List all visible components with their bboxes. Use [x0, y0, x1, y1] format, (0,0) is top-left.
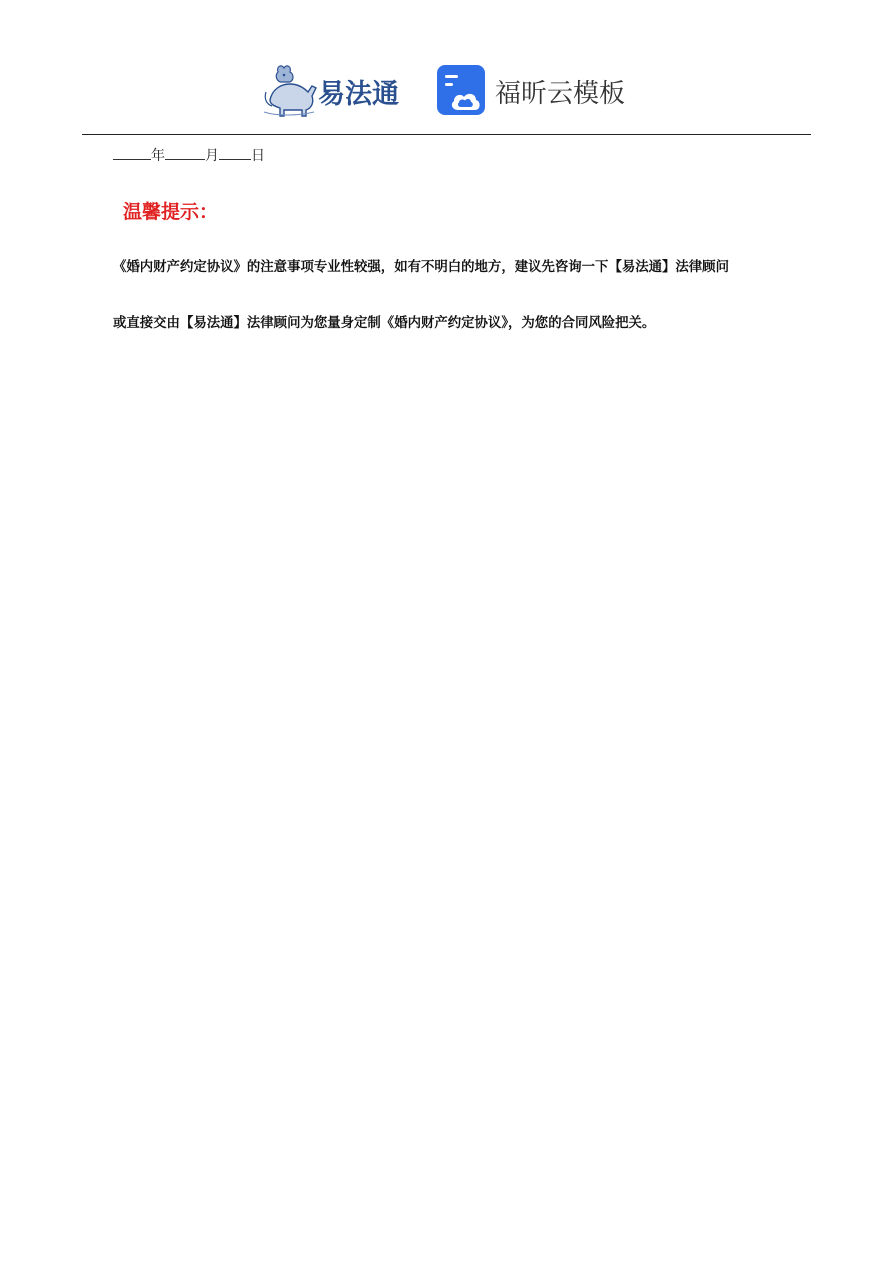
page-header	[0, 0, 893, 136]
yifatong-brand-name: 易法通	[318, 79, 399, 110]
reminder-line-1: 《婚内财产约定协议》的注意事项专业性较强，如有不明白的地方，建议先咨询一下【易法通】法律顾问	[113, 259, 729, 275]
fuxin-cloud-icon	[436, 64, 488, 118]
day-label: 日	[251, 148, 265, 164]
month-label: 月	[205, 148, 219, 164]
reminder-line-2: 或直接交由【易法通】法律顾问为您量身定制《婚内财产约定协议》，为您的合同风险把关。	[113, 315, 656, 331]
fuxin-brand-name: 福昕云模板	[495, 79, 626, 109]
qilin-mascot-icon	[262, 62, 322, 118]
yifatong-logo	[262, 62, 412, 118]
year-label: 年	[151, 148, 165, 164]
fuxin-logo	[436, 64, 636, 118]
day-blank	[219, 146, 251, 160]
header-divider	[82, 134, 811, 135]
reminder-body	[113, 255, 813, 367]
year-blank	[113, 146, 151, 160]
reminder-title: 温馨提示：	[123, 201, 219, 223]
month-blank	[165, 146, 205, 160]
signature-date-line	[113, 145, 265, 165]
